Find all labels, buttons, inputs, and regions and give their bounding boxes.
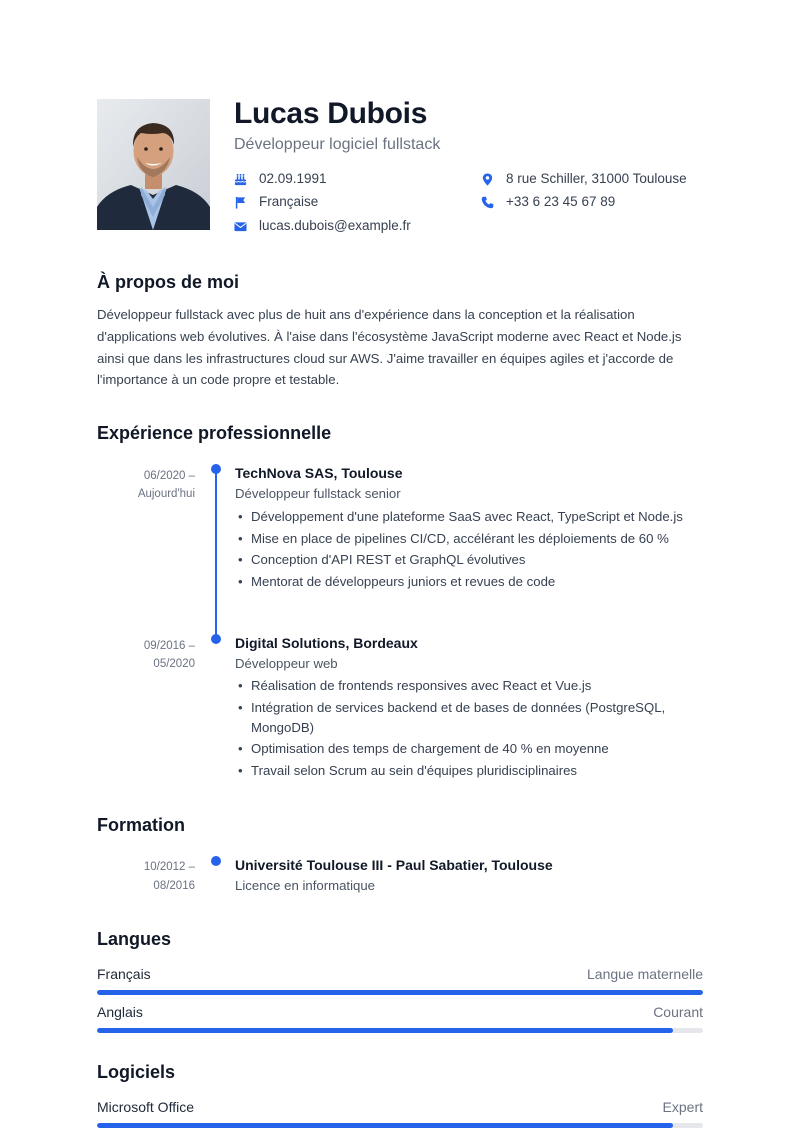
language-bar-fill	[97, 990, 703, 995]
timeline-dot	[211, 856, 221, 866]
experience-date-start: 06/2020 –	[143, 470, 195, 482]
software-bar-track	[97, 1123, 703, 1128]
education-degree: Licence en informatique	[235, 878, 376, 893]
experience-role: Développeur fullstack senior	[235, 486, 401, 501]
language-label: Anglais	[97, 1004, 143, 1020]
experience-role: Développeur web	[235, 656, 338, 671]
experience-bullet: • Développement d'une plateforme SaaS avec React, TypeScript et Node.js	[235, 507, 705, 527]
experience-section-title: Expérience professionnelle	[97, 423, 332, 443]
person-portrait-icon	[97, 99, 210, 230]
phone-icon	[481, 196, 494, 209]
software-bar-fill	[97, 1123, 673, 1128]
experience-org: Digital Solutions, Bordeaux	[235, 635, 418, 651]
contact-birthdate	[234, 170, 327, 188]
cake-icon	[234, 173, 247, 186]
education-date-start: 10/2012 –	[143, 861, 195, 873]
candidate-name: Lucas Dubois	[234, 97, 428, 130]
profile-photo	[97, 99, 210, 230]
software-level: Expert	[662, 1099, 703, 1115]
experience-bullet: • Mise en place de pipelines CI/CD, accélérant les déploiements de 60 %	[235, 529, 705, 549]
nationality-text: Française	[259, 194, 319, 209]
language-label: Français	[97, 966, 151, 982]
language-level: Langue maternelle	[587, 966, 703, 982]
about-text: Développeur fullstack avec plus de huit ans d'expérience dans la conception et la réalisation d'applications web évolutives. À l'aise dans l'écosystème JavaScript moderne avec React et Node.js ainsi que dans les infrastructures cloud sur AWS. J'aime travailler en équipes agiles et j'accorde de l'importance à un code propre et testable.	[97, 307, 682, 388]
phone-link[interactable]: +33 6 23 45 67 89	[506, 194, 616, 209]
language-bar-track	[97, 990, 703, 995]
map-pin-icon	[481, 173, 494, 186]
experience-bullet: • Intégration de services backend et de bases de données (PostgreSQL, MongoDB)	[235, 698, 705, 738]
experience-bullet: • Conception d'API REST et GraphQL évolutives	[235, 550, 705, 570]
education-date-end: 08/2016	[153, 880, 195, 892]
experience-date-start: 09/2016 –	[143, 640, 195, 652]
experience-bullet: • Optimisation des temps de chargement de 40 % en moyenne	[235, 739, 705, 759]
education-section-title: Formation	[97, 815, 185, 835]
experience-bullet: • Mentorat de développeurs juniors et revues de code	[235, 572, 705, 592]
software-section-title: Logiciels	[97, 1062, 176, 1082]
language-bar-track	[97, 1028, 703, 1033]
timeline-dot	[211, 464, 221, 474]
software-item-microsoft-office	[97, 1098, 703, 1128]
language-bar-fill	[97, 1028, 673, 1033]
experience-bullets	[235, 507, 705, 593]
experience-date-end: 05/2020	[153, 658, 195, 670]
experience-bullet: • Travail selon Scrum au sein d'équipes pluridisciplinaires	[235, 761, 705, 781]
language-level: Courant	[653, 1004, 703, 1020]
experience-bullet: • Réalisation de frontends responsives avec React et Vue.js	[235, 676, 705, 696]
flag-icon	[234, 196, 247, 209]
contact-email[interactable]	[234, 217, 411, 235]
contact-phone[interactable]	[481, 193, 615, 211]
timeline-dot	[211, 634, 221, 644]
email-link[interactable]: lucas.dubois@example.fr	[259, 218, 411, 233]
about-section-title: À propos de moi	[97, 272, 240, 292]
education-org: Université Toulouse III - Paul Sabatier, Toulouse	[235, 857, 553, 873]
languages-section-title: Langues	[97, 929, 172, 949]
timeline-line	[215, 473, 217, 637]
experience-date-end: Aujourd'hui	[137, 488, 195, 500]
cv-header	[97, 97, 707, 233]
envelope-icon	[234, 220, 247, 233]
address-text: 8 rue Schiller, 31000 Toulouse	[506, 171, 687, 186]
language-item-anglais	[97, 1003, 703, 1033]
birthdate-text: 02.09.1991	[259, 171, 327, 186]
software-label: Microsoft Office	[97, 1099, 194, 1115]
language-item-francais	[97, 965, 703, 995]
experience-org: TechNova SAS, Toulouse	[235, 465, 403, 481]
experience-bullets	[235, 676, 705, 782]
contact-address	[481, 170, 687, 188]
candidate-title: Développeur logiciel fullstack	[234, 136, 441, 153]
contact-nationality	[234, 193, 318, 211]
